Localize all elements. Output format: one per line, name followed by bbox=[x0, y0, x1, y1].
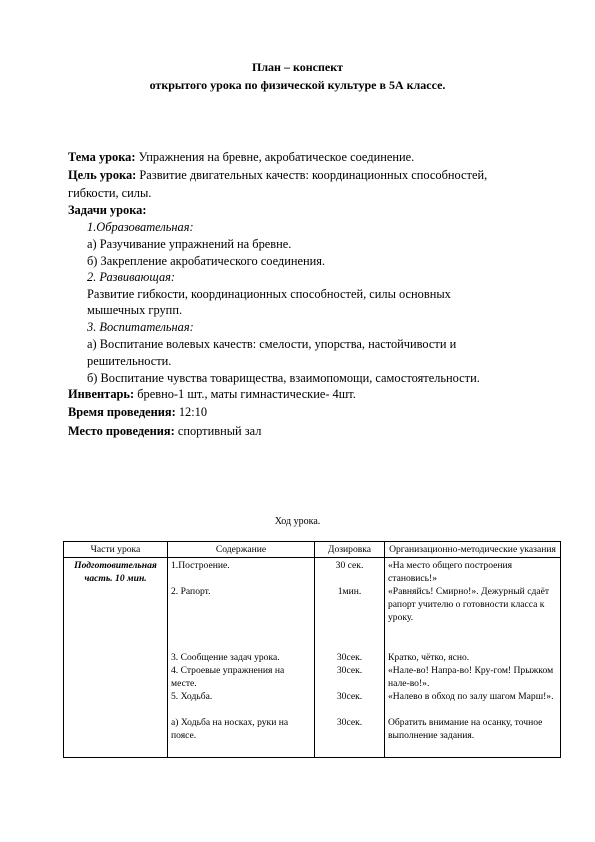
content-item: 4. Строевые упражнения на месте. bbox=[171, 665, 285, 689]
table-header-row bbox=[64, 542, 561, 558]
notes-cell bbox=[385, 558, 561, 758]
notes-item: «Равняйсь! Смирно!». Дежурный сдаёт рапорт учителю о готовности класса к уроку. bbox=[388, 586, 550, 623]
task3-a-line1: а) Воспитание волевых качеств: смелости, упорства, настойчивости и bbox=[87, 337, 457, 351]
dosage-item: 30сек. bbox=[336, 691, 363, 702]
task2-text-line1: Развитие гибкости, координационных способностей, силы основных bbox=[87, 287, 451, 301]
document-title-line2: открытого урока по физической культуре в 5А классе. bbox=[149, 78, 446, 92]
content-item: 1.Построение. bbox=[171, 560, 230, 571]
content-item: а) Ходьба на носках, руки на поясе. bbox=[171, 717, 289, 741]
topic-value: Упражнения на бревне, акробатическое соединение. bbox=[138, 150, 415, 164]
inventory-value: бревно-1 шт., маты гимнастические- 4шт. bbox=[137, 387, 356, 401]
content-cell bbox=[168, 558, 315, 758]
task1-b: б) Закрепление акробатического соединения. bbox=[87, 254, 326, 268]
inventory-label: Инвентарь: bbox=[68, 387, 135, 401]
goal-line bbox=[68, 168, 487, 183]
notes-item: Кратко, чётко, ясно. bbox=[388, 652, 470, 663]
goal-label: Цель урока: bbox=[68, 168, 137, 182]
place-label: Место проведения: bbox=[68, 424, 175, 438]
time-line bbox=[68, 405, 207, 420]
notes-item: Обратить внимание на осанку, точное выполнение задания. bbox=[388, 717, 543, 741]
document-title-line1: План – конспект bbox=[251, 60, 344, 74]
inventory-line bbox=[68, 387, 356, 402]
goal-value: Развитие двигательных качеств: координационных способностей, bbox=[139, 168, 488, 182]
task2-text-line2: мышечных групп. bbox=[87, 303, 183, 317]
dosage-item: 30сек. bbox=[336, 665, 363, 676]
task3-a-line2: решительности. bbox=[87, 354, 172, 368]
header-notes: Организационно-методические указания bbox=[385, 542, 561, 558]
table-row bbox=[64, 558, 561, 758]
goal-value-continued: гибкости, силы. bbox=[68, 186, 152, 200]
dosage-item: 30сек. bbox=[336, 717, 363, 728]
dosage-item: 30 сек. bbox=[335, 560, 364, 571]
notes-item: «Налево в обход по залу шагом Марш!». bbox=[388, 691, 554, 702]
notes-item: «На место общего построения становись!» bbox=[388, 560, 513, 584]
dosage-item: 30сек. bbox=[336, 652, 363, 663]
time-value: 12:10 bbox=[178, 405, 208, 419]
header-dosage: Дозировка bbox=[315, 542, 385, 558]
task2-heading: 2. Развивающая: bbox=[87, 270, 176, 284]
time-label: Время проведения: bbox=[68, 405, 176, 419]
place-value: спортивный зал bbox=[177, 424, 262, 438]
dosage-item: 1мин. bbox=[337, 586, 362, 597]
tasks-label: Задачи урока: bbox=[68, 203, 147, 217]
notes-item: «Нале-во! Напра-во! Кру-гом! Прыжком нале-во!». bbox=[388, 665, 554, 689]
place-line bbox=[68, 424, 261, 439]
task3-b: б) Воспитание чувства товарищества, взаимопомощи, самостоятельности. bbox=[87, 371, 480, 385]
topic-line bbox=[68, 150, 414, 165]
content-item: 2. Рапорт. bbox=[171, 586, 211, 597]
lesson-table bbox=[63, 541, 561, 758]
task1-heading: 1.Образовательная: bbox=[87, 220, 194, 234]
content-item: 5. Ходьба. bbox=[171, 691, 213, 702]
topic-label: Тема урока: bbox=[68, 150, 136, 164]
lesson-title: Ход урока. bbox=[274, 516, 321, 527]
task3-heading: 3. Воспитательная: bbox=[87, 320, 194, 334]
part-name: Подготовительная часть. 10 мин. bbox=[64, 558, 168, 758]
header-parts: Части урока bbox=[64, 542, 168, 558]
task1-a: а) Разучивание упражнений на бревне. bbox=[87, 237, 292, 251]
dosage-cell bbox=[315, 558, 385, 758]
content-item: 3. Сообщение задач урока. bbox=[171, 652, 280, 663]
header-content: Содержание bbox=[168, 542, 315, 558]
